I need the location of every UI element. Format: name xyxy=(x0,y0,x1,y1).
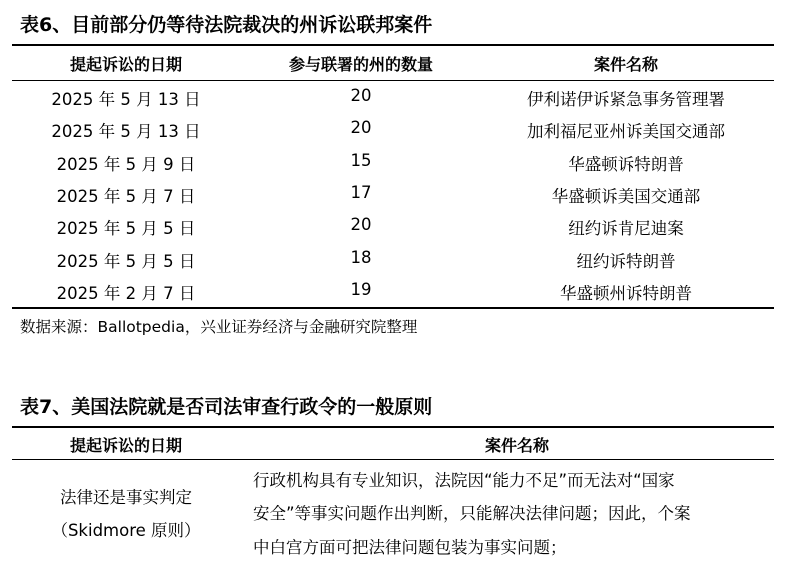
table6-header-date: 提起诉讼的日期 xyxy=(69,55,182,74)
table7-title: 表7、美国法院就是否司法审查行政令的一般原则 xyxy=(20,396,433,418)
table7-principle-name: 法律还是事实判定 xyxy=(60,488,192,507)
table7-description-line: 中白宫方面可把法律问题包装为事实问题； xyxy=(253,538,567,557)
table6-cell-state-count: 18 xyxy=(350,247,372,267)
table6-cell-state-count: 19 xyxy=(350,279,372,299)
table6-source-note: 数据来源：Ballotpedia，兴业证券经济与金融研究院整理 xyxy=(20,318,418,336)
table6-top-rule xyxy=(12,44,774,46)
table7-top-rule xyxy=(12,426,774,428)
table6-bottom-rule xyxy=(12,307,774,309)
table6-cell-case-name: 加利福尼亚州诉美国交通部 xyxy=(527,122,725,142)
table6-cell-state-count: 17 xyxy=(350,182,372,202)
table6-cell-case-name: 伊利诺伊诉紧急事务管理署 xyxy=(527,90,725,109)
table6-cell-state-count: 20 xyxy=(350,86,372,105)
table7-description-line: 行政机构具有专业知识，法院因“能力不足”而无法对“国家 xyxy=(253,471,675,490)
table6-cell-case-name: 华盛顿诉特朗普 xyxy=(568,154,684,174)
table6-cell-date: 2025 年 5 月 13 日 xyxy=(51,122,201,142)
table6-cell-date: 2025 年 5 月 7 日 xyxy=(56,186,196,206)
table6-header-state-count: 参与联署的州的数量 xyxy=(288,55,433,74)
table6-cell-date: 2025 年 5 月 5 日 xyxy=(56,251,196,271)
table6-cell-case-name: 纽约诉特朗普 xyxy=(576,251,676,271)
table6-title: 表6、目前部分仍等待法院裁决的州诉讼联邦案件 xyxy=(20,14,433,36)
table6-cell-date: 2025 年 5 月 13 日 xyxy=(51,90,201,109)
table6-header-rule xyxy=(12,80,774,81)
table6-cell-case-name: 华盛顿州诉特朗普 xyxy=(560,283,692,303)
table7-header-case-name: 案件名称 xyxy=(484,436,549,455)
table6-cell-case-name: 华盛顿诉美国交通部 xyxy=(551,186,701,206)
table7-header-rule xyxy=(12,459,774,460)
table6-cell-date: 2025 年 5 月 5 日 xyxy=(56,219,196,239)
table6-cell-case-name: 纽约诉肯尼迪案 xyxy=(568,219,684,239)
table6-cell-date: 2025 年 2 月 7 日 xyxy=(56,283,196,303)
table7-header-date: 提起诉讼的日期 xyxy=(69,436,182,455)
table6-header-case-name: 案件名称 xyxy=(593,55,658,74)
table7-description-line: 安全”等事实问题作出判断，只能解决法律问题；因此，个案 xyxy=(253,504,691,523)
table6-cell-state-count: 20 xyxy=(350,118,372,138)
table6-cell-state-count: 20 xyxy=(350,215,372,235)
table7-principle-subtitle: （Skidmore 原则） xyxy=(51,521,201,540)
table6-cell-date: 2025 年 5 月 9 日 xyxy=(56,154,196,174)
table6-cell-state-count: 15 xyxy=(350,150,372,170)
